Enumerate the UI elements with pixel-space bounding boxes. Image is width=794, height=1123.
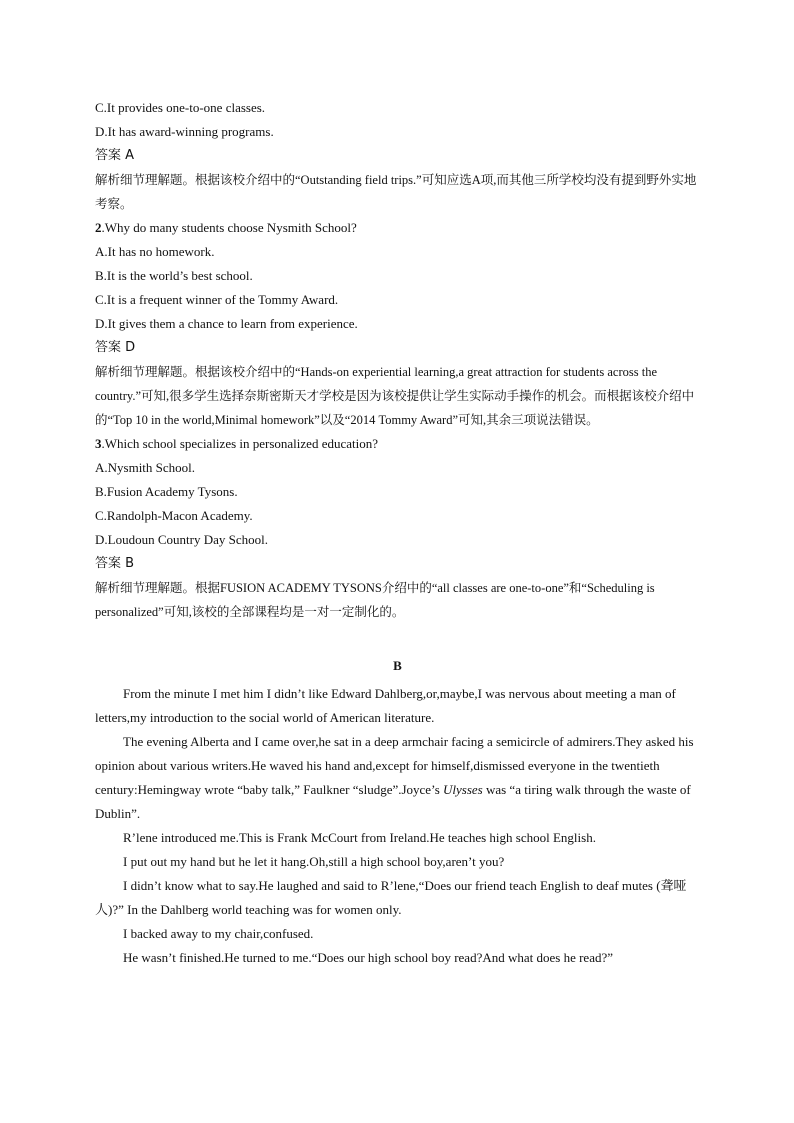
paragraph: I put out my hand but he let it hang.Oh,still a high school boy,aren’t you? — [123, 854, 505, 869]
option-d: D.It has award-winning programs. — [95, 124, 274, 139]
paragraph: From the minute I met him I didn’t like Edward Dahlberg,or,maybe,I was nervous about meeting a man of letters,my introduction to the social world of American literature. — [95, 686, 676, 725]
answer-label: 答案 A — [95, 148, 135, 163]
question-stem: .Why do many students choose Nysmith School? — [101, 220, 357, 235]
option-c: C.It is a frequent winner of the Tommy Award. — [95, 292, 339, 307]
explanation: 解析细节理解题。根据FUSION ACADEMY TYSONS介绍中的“all classes are one-to-one”和“Scheduling is personalized”可知,该校的全部课程均是一对一定制化的。 — [95, 581, 655, 619]
document-page — [95, 96, 700, 970]
question-2 — [95, 216, 700, 240]
option-b: B.Fusion Academy Tysons. — [95, 484, 238, 499]
question-number: 2 — [95, 220, 102, 235]
question-stem: .Which school specializes in personalized education? — [101, 436, 379, 451]
section-heading: B — [393, 658, 402, 673]
option-a: A.It has no homework. — [95, 244, 215, 259]
paragraph-text: was “a tiring walk through the waste of Dublin”. — [95, 782, 691, 821]
book-title: Ulysses — [443, 782, 483, 797]
paragraph: R’lene introduced me.This is Frank McCourt from Ireland.He teaches high school English. — [123, 830, 596, 845]
explanation: 解析细节理解题。根据该校介绍中的“Hands-on experiential learning,a great attraction for students across the country.”可知,很多学生选择奈斯密斯天才学校是因为该校提供让学生实际动手操作的机会。而根据该校介绍中的“Top 10 in the world,Minimal homework”以及“2014 Tommy Award”可知,其余三项说法错误。 — [95, 365, 695, 427]
answer-label: 答案 D — [95, 340, 136, 355]
option-d: D.Loudoun Country Day School. — [95, 532, 268, 547]
paragraph: He wasn’t finished.He turned to me.“Does our high school boy read?And what does he read?” — [123, 950, 614, 965]
option-b: B.It is the world’s best school. — [95, 268, 253, 283]
paragraph — [95, 730, 700, 826]
option-a: A.Nysmith School. — [95, 460, 196, 475]
option-c: C.Randolph-Macon Academy. — [95, 508, 253, 523]
answer-label: 答案 B — [95, 556, 135, 571]
option-c: C.It provides one-to-one classes. — [95, 100, 266, 115]
question-number: 3 — [95, 436, 102, 451]
explanation: 解析细节理解题。根据该校介绍中的“Outstanding field trips.”可知应选A项,而其他三所学校均没有提到野外实地考察。 — [95, 173, 697, 211]
paragraph: I didn’t know what to say.He laughed and said to R’lene,“Does our friend teach English to deaf mutes (聋哑人)?” In the Dahlberg world teaching was for women only. — [95, 878, 687, 917]
paragraph-text: The evening Alberta and I came over,he sat in a deep armchair facing a semicircle of admirers.They asked his opinion about various writers.He waved his hand and,except for himself,dismissed everyone in the twentieth century:Hemingway wrote “baby talk,” Faulkner “sludge”.Joyce’s — [95, 734, 694, 797]
option-d: D.It gives them a chance to learn from experience. — [95, 316, 358, 331]
question-3 — [95, 432, 700, 456]
paragraph: I backed away to my chair,confused. — [123, 926, 314, 941]
